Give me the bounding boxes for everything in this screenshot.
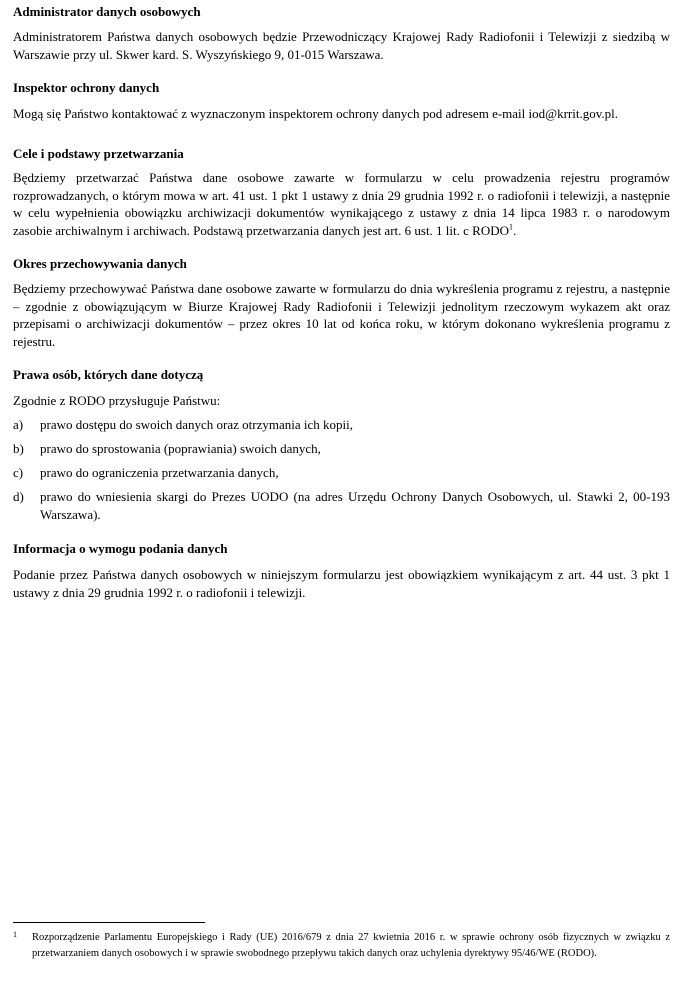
list-marker: c) (13, 465, 24, 480)
heading-inspector: Inspektor ochrony danych (13, 80, 160, 95)
text-rights-intro: Zgodnie z RODO przysługuje Państwu: (13, 393, 221, 408)
footnote-reference: 1 (509, 222, 513, 232)
text-purposes (13, 169, 670, 239)
list-item-text: prawo do sprostowania (poprawiania) swoich danych, (40, 441, 321, 456)
list-marker: d) (13, 489, 24, 504)
text-administrator: Administratorem Państwa danych osobowych będzie Przewodniczący Krajowej Rady Radiofonii i Telewizji z siedzibą w Warszawie przy ul. Skwer kard. S. Wyszyńskiego 9, 01-015 Warszawa. (13, 29, 670, 62)
footnote-divider (13, 922, 205, 923)
heading-requirement: Informacja o wymogu podania danych (13, 541, 228, 556)
heading-administrator: Administrator danych osobowych (13, 4, 201, 19)
text-purposes-end: . (513, 222, 517, 238)
text-retention: Będziemy przechowywać Państwa dane osobowe zawarte w formularzu do dnia wykreślenia programu z rejestru, a następnie – zgodnie z obowiązującym w Biurze Krajowej Rady Radiofonii i Telewizji jednolitym rzeczowym wykazem akt oraz przepisami o archiwizacji dokumentów – przez okres 10 lat od końca roku, w którym dokonano wykreślenia programu z rejestru. (13, 281, 670, 349)
list-item-text: prawo dostępu do swoich danych oraz otrzymania ich kopii, (40, 417, 353, 432)
list-item (13, 416, 670, 434)
heading-purposes: Cele i podstawy przetwarzania (13, 146, 184, 161)
footnote (13, 930, 670, 962)
text-inspector: Mogą się Państwo kontaktować z wyznaczonym inspektorem ochrony danych pod adresem e-mail iod@krrit.gov.pl. (13, 106, 619, 121)
list-item-text: prawo do ograniczenia przetwarzania danych, (40, 465, 279, 480)
list-marker: b) (13, 441, 24, 456)
list-item (13, 488, 670, 523)
list-item-text: prawo do wniesienia skargi do Prezes UODO (na adres Urzędu Ochrony Danych Osobowych, ul. Stawki 2, 00-193 Warszawa). (40, 489, 670, 522)
text-purposes-body: Będziemy przetwarzać Państwa dane osobowe zawarte w formularzu w celu prowadzenia rejestru programów rozprowadzanych, o którym mowa w art. 41 ust. 1 pkt 1 ustawy z dnia 29 grudnia 1992 r. o radiofonii i telewizji, a następnie w celu wypełnienia obowiązku archiwizacji dokumentów wynikającego z ustawy z dnia 14 lipca 1983 r. o narodowym zasobie archiwalnym i archiwach. Podstawą przetwarzania danych jest art. 6 ust. 1 lit. c RODO (13, 170, 670, 238)
footnote-marker: 1 (13, 930, 17, 939)
list-item (13, 440, 670, 458)
text-requirement: Podanie przez Państwa danych osobowych w niniejszym formularzu jest obowiązkiem wynikającym z art. 44 ust. 3 pkt 1 ustawy z dnia 29 grudnia 1992 r. o radiofonii i telewizji. (13, 567, 670, 600)
footnote-text: Rozporządzenie Parlamentu Europejskiego i Rady (UE) 2016/679 z dnia 27 kwietnia 2016 r. w sprawie ochrony osób fizycznych w związku z przetwarzaniem danych osobowych i w sprawie swobodnego przepływu takich danych oraz uchylenia dyrektywy 95/46/WE (RODO). (32, 932, 670, 959)
list-marker: a) (13, 417, 24, 432)
heading-retention: Okres przechowywania danych (13, 256, 187, 271)
heading-rights: Prawa osób, których dane dotyczą (13, 367, 204, 382)
list-item (13, 464, 670, 482)
